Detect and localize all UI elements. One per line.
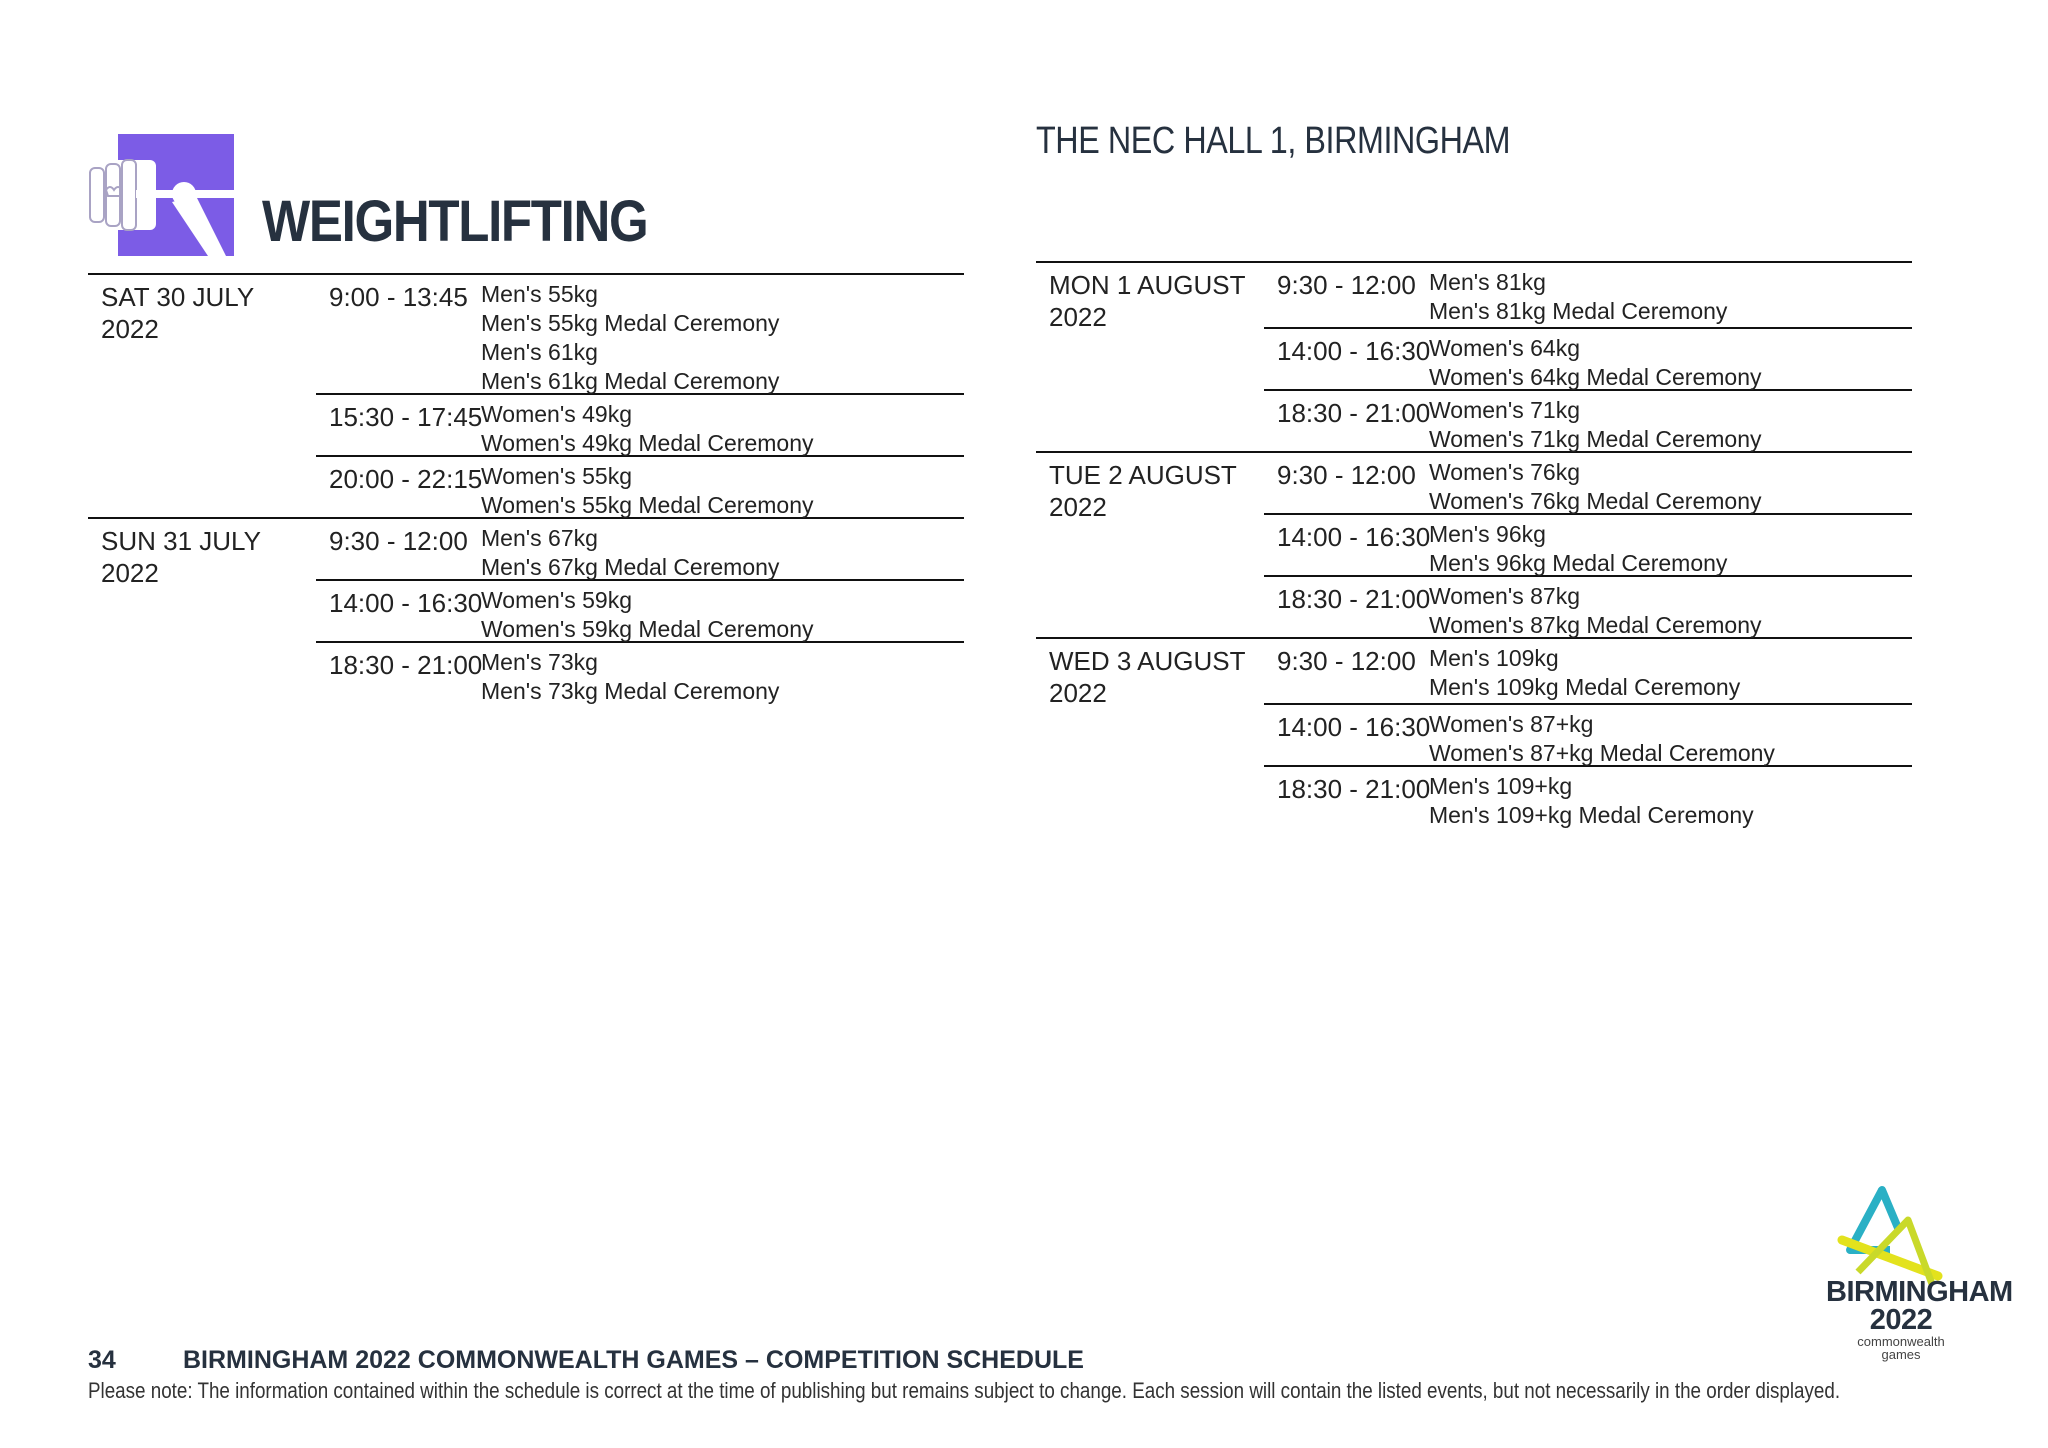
session-row <box>316 641 964 703</box>
event-item: Women's 87+kg Medal Ceremony <box>1429 740 1775 766</box>
event-item: Men's 67kg Medal Ceremony <box>481 554 780 580</box>
event-item: Men's 81kg Medal Ceremony <box>1429 298 1728 324</box>
event-item: Women's 76kg Medal Ceremony <box>1429 488 1762 514</box>
session-events <box>481 457 964 517</box>
event-item: Men's 55kg Medal Ceremony <box>481 310 780 336</box>
session-row <box>1264 639 1912 703</box>
venue-title: THE NEC HALL 1, BIRMINGHAM <box>1036 120 1511 162</box>
day-row <box>88 517 964 703</box>
event-item: Men's 96kg <box>1429 521 1546 547</box>
session-row <box>1264 513 1912 575</box>
event-item: Women's 64kg <box>1429 335 1580 361</box>
event-item: Men's 61kg <box>481 339 598 365</box>
event-item: Women's 71kg Medal Ceremony <box>1429 426 1762 452</box>
session-time: 9:30 - 12:00 <box>1277 270 1416 300</box>
session-row <box>1264 703 1912 765</box>
event-item: Women's 55kg Medal Ceremony <box>481 492 814 518</box>
footer-note: Please note: The information contained within the schedule is correct at the time of publishing but remains subject to change. Each session will contain the listed events, but not necessarily in the order displayed. <box>88 1378 1841 1403</box>
sport-title: WEIGHTLIFTING <box>262 189 648 254</box>
session-row <box>316 455 964 517</box>
session-time: 9:00 - 13:45 <box>329 282 468 312</box>
session-events <box>1429 705 1912 765</box>
session-events <box>1429 391 1912 451</box>
event-item: Men's 55kg <box>481 281 598 307</box>
event-item: Men's 73kg <box>481 649 598 675</box>
session-time: 20:00 - 22:15 <box>329 464 483 494</box>
day-date: SAT 30 JULY 2022 <box>101 282 254 344</box>
page-number: 34 <box>88 1346 116 1374</box>
logo-year: 2022 <box>1869 1304 1933 1336</box>
session-events <box>481 395 964 455</box>
session-time: 9:30 - 12:00 <box>329 526 468 556</box>
session-row <box>1264 389 1912 451</box>
logo-sub-line2: games <box>1881 1347 1921 1362</box>
day-date: SUN 31 JULY 2022 <box>101 526 261 588</box>
event-item: Women's 55kg <box>481 463 632 489</box>
session-time: 9:30 - 12:00 <box>1277 460 1416 490</box>
event-item: Women's 49kg <box>481 401 632 427</box>
event-item: Women's 87+kg <box>1429 711 1594 737</box>
session-row <box>1264 327 1912 389</box>
session-events <box>1429 639 1912 703</box>
session-events <box>1429 453 1912 513</box>
session-events <box>481 275 964 393</box>
session-list <box>1264 639 1912 827</box>
day-row <box>1036 637 1912 827</box>
session-row <box>1264 575 1912 637</box>
day-row <box>1036 261 1912 451</box>
session-events <box>1429 577 1912 637</box>
event-item: Women's 71kg <box>1429 397 1580 423</box>
session-row <box>316 519 964 579</box>
session-events <box>481 581 964 641</box>
session-events <box>1429 767 1912 827</box>
event-item: Men's 96kg Medal Ceremony <box>1429 550 1728 576</box>
event-item: Women's 87kg <box>1429 583 1580 609</box>
day-date: TUE 2 AUGUST 2022 <box>1049 460 1237 522</box>
event-item: Women's 76kg <box>1429 459 1580 485</box>
event-item: Women's 59kg <box>481 587 632 613</box>
event-item: Women's 49kg Medal Ceremony <box>481 430 814 456</box>
event-item: Men's 109kg <box>1429 645 1559 671</box>
footer-title <box>88 1346 1084 1375</box>
session-time: 18:30 - 21:00 <box>329 650 483 680</box>
event-item: Men's 61kg Medal Ceremony <box>481 368 780 394</box>
session-time: 14:00 - 16:30 <box>1277 522 1431 552</box>
day-row <box>88 273 964 517</box>
event-item: Men's 109+kg <box>1429 773 1573 799</box>
day-date: MON 1 AUGUST 2022 <box>1049 270 1246 332</box>
event-item: Women's 64kg Medal Ceremony <box>1429 364 1762 390</box>
event-item: Women's 59kg Medal Ceremony <box>481 616 814 642</box>
session-time: 18:30 - 21:00 <box>1277 774 1431 804</box>
event-item: Men's 81kg <box>1429 269 1546 295</box>
session-list <box>316 519 964 703</box>
session-row <box>316 393 964 455</box>
session-list <box>1264 263 1912 451</box>
schedule-table-left <box>88 273 964 703</box>
session-events <box>1429 329 1912 389</box>
event-item: Men's 109+kg Medal Ceremony <box>1429 802 1754 828</box>
event-item: Men's 73kg Medal Ceremony <box>481 678 780 704</box>
day-row <box>1036 451 1912 637</box>
session-row <box>1264 453 1912 513</box>
session-events <box>481 519 964 579</box>
day-date: WED 3 AUGUST 2022 <box>1049 646 1246 708</box>
session-time: 18:30 - 21:00 <box>1277 398 1431 428</box>
session-list <box>1264 453 1912 637</box>
session-time: 18:30 - 21:00 <box>1277 584 1431 614</box>
session-time: 14:00 - 16:30 <box>329 588 483 618</box>
session-time: 14:00 - 16:30 <box>1277 712 1431 742</box>
session-time: 9:30 - 12:00 <box>1277 646 1416 676</box>
session-events <box>1429 263 1912 327</box>
weightlifting-pictogram-icon <box>88 132 236 260</box>
event-item: Men's 67kg <box>481 525 598 551</box>
session-row <box>316 275 964 393</box>
event-item: Women's 87kg Medal Ceremony <box>1429 612 1762 638</box>
session-time: 15:30 - 17:45 <box>329 402 483 432</box>
logo-subtitle <box>1826 1335 1976 1361</box>
session-events <box>481 643 964 703</box>
session-list <box>316 275 964 517</box>
schedule-table-right <box>1036 261 1912 827</box>
document-title: BIRMINGHAM 2022 COMMONWEALTH GAMES – COMPETITION SCHEDULE <box>183 1346 1084 1374</box>
event-item: Men's 109kg Medal Ceremony <box>1429 674 1741 700</box>
session-row <box>316 579 964 641</box>
logo-sub-line1: commonwealth <box>1857 1334 1945 1349</box>
logo-wordmark <box>1826 1276 2013 1336</box>
session-events <box>1429 515 1912 575</box>
session-time: 14:00 - 16:30 <box>1277 336 1431 366</box>
session-row <box>1264 263 1912 327</box>
session-row <box>1264 765 1912 827</box>
logo-city: BIRMINGHAM <box>1826 1276 2013 1308</box>
